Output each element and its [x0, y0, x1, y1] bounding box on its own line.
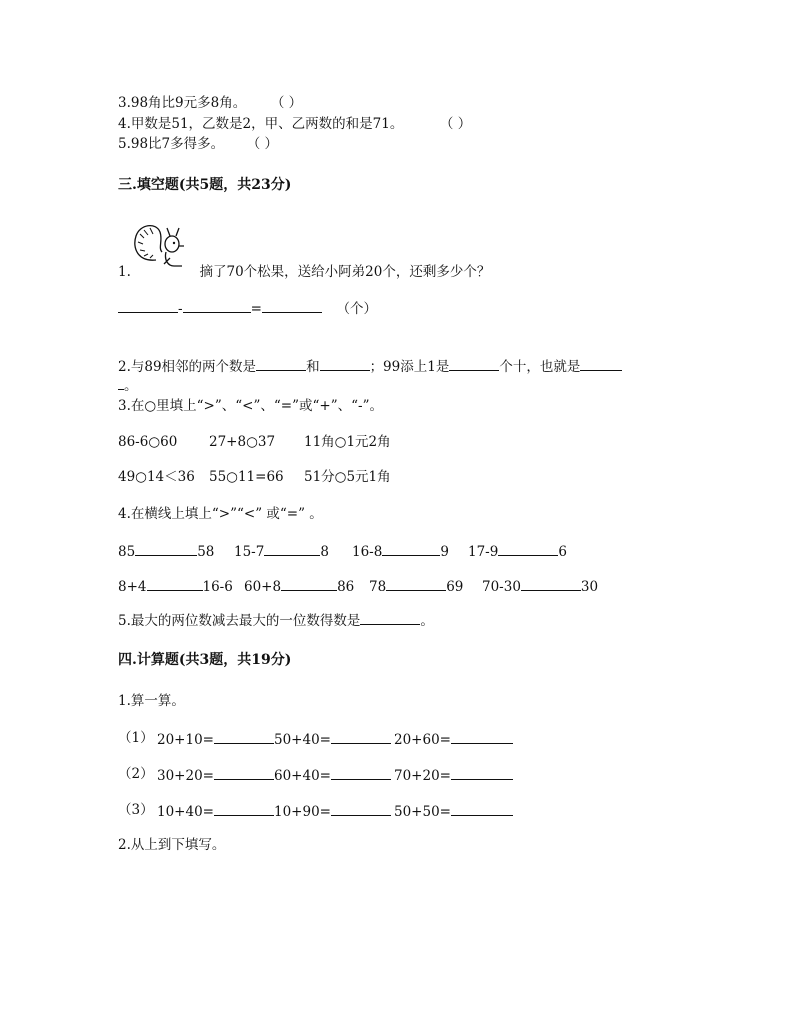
- judge-q5: [118, 135, 278, 153]
- q4-item: 8+4 16-6: [118, 576, 233, 596]
- q2-text-a: 2.与89相邻的两个数是: [118, 359, 257, 375]
- section3-q3-title: 3.在○里填上“>”、“<”、“=”或“+”、“-”。: [118, 398, 383, 414]
- answer-blank[interactable]: [382, 541, 440, 556]
- calc-item: 10+90=: [274, 801, 391, 821]
- answer-blank[interactable]: [580, 356, 622, 371]
- judge-q5-text: 5.98比7多得多。: [118, 136, 225, 152]
- calc-item: 20+10=: [157, 729, 274, 749]
- q2-text-e: 。: [124, 378, 138, 394]
- answer-blank[interactable]: [451, 801, 513, 816]
- answer-blank[interactable]: [264, 541, 320, 556]
- section3-q1: [118, 263, 490, 281]
- judge-q4-paren[interactable]: （ ）: [439, 116, 472, 132]
- q2-text-b: 和: [306, 359, 320, 375]
- minus-sign: -: [178, 301, 183, 317]
- judge-q3: [118, 94, 302, 112]
- answer-blank[interactable]: [360, 610, 420, 625]
- calc-row-no: （3）: [118, 802, 154, 818]
- q3-item: 86-6○60: [118, 434, 178, 450]
- answer-blank[interactable]: [262, 298, 322, 313]
- q2-text-c: ；99添上1是: [369, 359, 450, 375]
- section3-q1-answer: [118, 298, 377, 318]
- answer-blank[interactable]: [214, 765, 274, 780]
- answer-blank[interactable]: [498, 541, 558, 556]
- q3-item: 49○14＜36: [118, 469, 195, 485]
- judge-q4-text: 4.甲数是51，乙数是2，甲、乙两数的和是71。: [118, 116, 404, 132]
- q3-item: 27+8○37: [209, 434, 276, 450]
- q4-item: 78 69: [369, 576, 463, 596]
- answer-blank[interactable]: [118, 298, 178, 313]
- unit-label: （个）: [336, 301, 377, 317]
- q4-item: 85 58: [118, 541, 214, 561]
- section4-title: 四.计算题(共3题，共19分): [118, 652, 292, 668]
- answer-blank[interactable]: [214, 729, 274, 744]
- section3-q1-text: 摘了70个松果，送给小阿弟20个，还剩多少个？: [199, 264, 491, 280]
- q3-item: 55○11=66: [209, 469, 284, 485]
- q2-text-d: 个十，也就是: [499, 359, 581, 375]
- answer-blank[interactable]: [256, 356, 306, 371]
- answer-blank[interactable]: [331, 765, 391, 780]
- equals-sign: =: [250, 301, 262, 317]
- calc-row-no: （2）: [118, 766, 154, 782]
- answer-blank[interactable]: [449, 356, 499, 371]
- calc-item: 10+40=: [157, 801, 274, 821]
- section3-q2-cont: [118, 375, 138, 395]
- judge-q4: [118, 115, 471, 133]
- section3-q2: [118, 356, 622, 376]
- answer-blank[interactable]: [386, 576, 446, 591]
- answer-blank[interactable]: [331, 729, 391, 744]
- section3-q1-number: 1.: [118, 264, 131, 280]
- answer-blank[interactable]: [451, 729, 513, 744]
- calc-item: 70+20=: [394, 765, 513, 785]
- q5-text: 5.最大的两位数减去最大的一位数得数是: [118, 613, 361, 629]
- answer-blank[interactable]: [320, 356, 370, 371]
- calc-item: 30+20=: [157, 765, 274, 785]
- answer-blank[interactable]: [521, 576, 581, 591]
- q3-item: 11角○1元2角: [304, 434, 391, 450]
- q4-item: 17-9 6: [468, 541, 567, 561]
- section4-q2-title: 2.从上到下填写。: [118, 837, 226, 853]
- answer-blank[interactable]: [135, 541, 197, 556]
- q4-item: 60+8 86: [244, 576, 354, 596]
- calc-row-no: （1）: [118, 730, 154, 746]
- calc-item: 60+40=: [274, 765, 391, 785]
- q4-item: 16-8 9: [352, 541, 449, 561]
- answer-blank[interactable]: [147, 576, 203, 591]
- calc-item: 50+50=: [394, 801, 513, 821]
- calc-item: 20+60=: [394, 729, 513, 749]
- q3-item: 51分○5元1角: [304, 469, 391, 485]
- section3-q4-title: 4.在横线上填上“>”“<” 或“=” 。: [118, 506, 323, 522]
- judge-q5-paren[interactable]: （ ）: [246, 136, 279, 152]
- q4-item: 70-30 30: [482, 576, 598, 596]
- q5-text-end: 。: [420, 613, 434, 629]
- judge-q3-text: 3.98角比9元多8角。: [118, 95, 247, 111]
- section3-q5: [118, 610, 434, 630]
- section4-q1-title: 1.算一算。: [118, 693, 185, 709]
- answer-blank[interactable]: [183, 298, 251, 313]
- answer-blank[interactable]: [331, 801, 391, 816]
- answer-blank[interactable]: [451, 765, 513, 780]
- q4-item: 15-7 8: [234, 541, 329, 561]
- calc-item: 50+40=: [274, 729, 391, 749]
- section3-title: 三.填空题(共5题，共23分): [118, 177, 292, 193]
- answer-blank[interactable]: [214, 801, 274, 816]
- answer-blank[interactable]: [281, 576, 337, 591]
- judge-q3-paren[interactable]: （ ）: [270, 95, 303, 111]
